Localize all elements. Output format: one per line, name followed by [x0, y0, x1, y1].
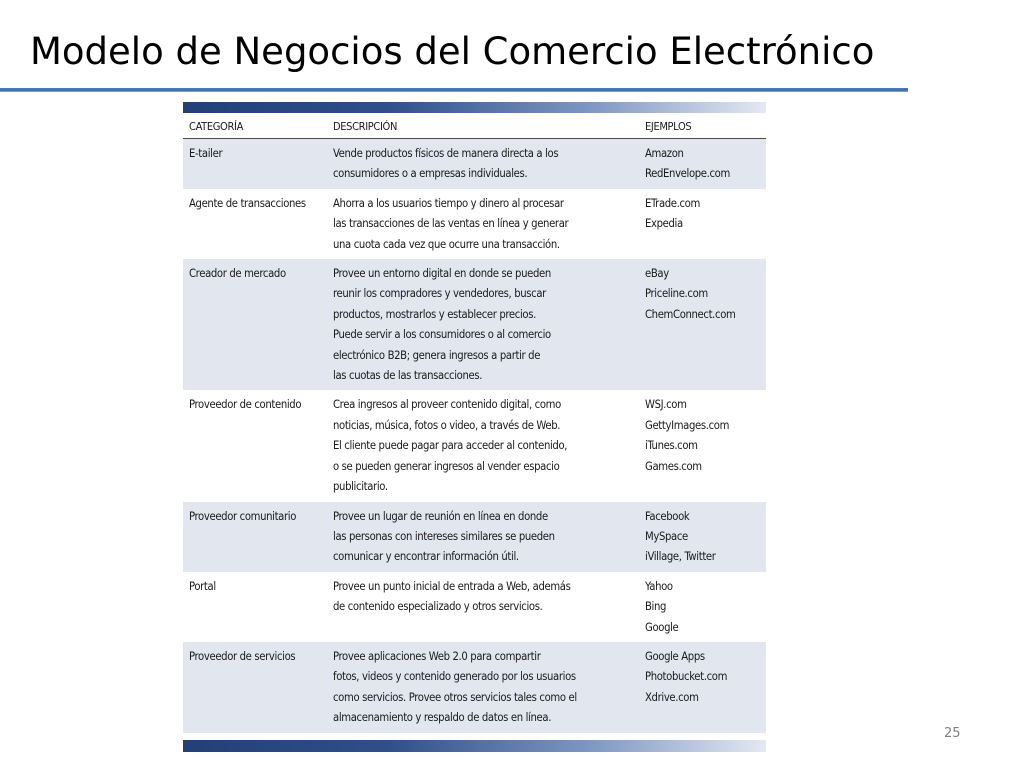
title-underline	[0, 88, 908, 92]
description-line: Crea ingresos al proveer contenido digital, como	[333, 398, 561, 412]
description-line: las personas con intereses similares se pueden	[333, 529, 555, 543]
description-line: de contenido especializado y otros servicios.	[333, 600, 543, 614]
table-row	[183, 259, 766, 390]
row-category: Proveedor de contenido	[183, 390, 327, 501]
example-item: Priceline.com	[645, 287, 708, 301]
description-line: Ahorra a los usuarios tiempo y dinero al procesar	[333, 196, 564, 210]
row-examples	[639, 259, 766, 390]
example-item: Games.com	[645, 459, 702, 473]
row-examples	[639, 139, 766, 189]
example-item: Expedia	[645, 217, 683, 231]
row-category: E-tailer	[183, 139, 327, 189]
example-item: Xdrive.com	[645, 690, 699, 704]
example-item: RedEnvelope.com	[645, 167, 730, 181]
row-category: Agente de transacciones	[183, 189, 327, 259]
row-examples	[639, 390, 766, 501]
example-item: Yahoo	[645, 579, 673, 593]
example-item: ChemConnect.com	[645, 307, 736, 321]
slide-title: Modelo de Negocios del Comercio Electrónico	[30, 30, 875, 73]
description-line: Vende productos físicos de manera directa a los	[333, 147, 559, 160]
description-line: productos, mostrarlos y establecer precios.	[333, 307, 536, 321]
table-row	[183, 139, 766, 189]
description-line: Puede servir a los consumidores o al comercio	[333, 328, 551, 342]
example-item: Google	[645, 620, 679, 634]
row-examples	[639, 189, 766, 259]
description-line: publicitario.	[333, 480, 388, 494]
table-header-row	[183, 113, 766, 139]
description-line: comunicar y encontrar información útil.	[333, 550, 519, 564]
row-examples	[639, 642, 766, 733]
header-category: CATEGORÍA	[183, 113, 327, 139]
example-item: ETrade.com	[645, 196, 700, 210]
business-model-table-frame	[183, 102, 766, 733]
table-body	[183, 139, 766, 733]
example-item: WSJ.com	[645, 398, 687, 412]
description-line: o se pueden generar ingresos al vender espacio	[333, 459, 560, 473]
description-line: electrónico B2B; genera ingresos a partir de	[333, 348, 541, 362]
description-line: Provee un punto inicial de entrada a Web, además	[333, 579, 571, 593]
description-line: Provee aplicaciones Web 2.0 para compartir	[333, 649, 541, 663]
description-line: noticias, música, fotos o video, a través de Web.	[333, 418, 561, 432]
table-row	[183, 502, 766, 572]
row-description	[327, 189, 639, 259]
row-description	[327, 259, 639, 390]
example-item: iTunes.com	[645, 439, 698, 453]
row-category: Creador de mercado	[183, 259, 327, 390]
example-item: Photobucket.com	[645, 670, 728, 684]
example-item: MySpace	[645, 529, 688, 543]
example-item: iVillage, Twitter	[645, 550, 716, 564]
description-line: almacenamiento y respaldo de datos en línea.	[333, 711, 552, 725]
row-category: Proveedor comunitario	[183, 502, 327, 572]
page-number: 25	[944, 726, 961, 741]
header-description: DESCRIPCIÓN	[327, 113, 639, 139]
row-description	[327, 502, 639, 572]
description-line: una cuota cada vez que ocurre una transacción.	[333, 237, 560, 251]
table-row	[183, 390, 766, 501]
row-description	[327, 139, 639, 189]
example-item: Bing	[645, 600, 667, 614]
row-examples	[639, 572, 766, 642]
description-line: Provee un lugar de reunión en línea en donde	[333, 509, 548, 523]
header-examples: EJEMPLOS	[639, 113, 766, 139]
row-category: Portal	[183, 572, 327, 642]
example-item: GettyImages.com	[645, 418, 730, 432]
business-model-table	[183, 113, 766, 733]
description-line: las transacciones de las ventas en línea y generar	[333, 217, 569, 231]
row-description	[327, 642, 639, 733]
description-line: El cliente puede pagar para acceder al contenido,	[333, 439, 568, 453]
row-category: Proveedor de servicios	[183, 642, 327, 733]
description-line: consumidores o a empresas individuales.	[333, 167, 528, 181]
row-examples	[639, 502, 766, 572]
table-bottom-gradient-bar	[183, 740, 766, 752]
table-row	[183, 189, 766, 259]
description-line: Provee un entorno digital en donde se pueden	[333, 267, 551, 281]
table-top-gradient-bar	[183, 102, 766, 113]
example-item: Amazon	[645, 147, 684, 160]
row-description	[327, 390, 639, 501]
table-row	[183, 572, 766, 642]
example-item: Google Apps	[645, 649, 705, 663]
description-line: reunir los compradores y vendedores, buscar	[333, 287, 546, 301]
row-description	[327, 572, 639, 642]
description-line: como servicios. Provee otros servicios tales como el	[333, 690, 577, 704]
table-row	[183, 642, 766, 733]
example-item: Facebook	[645, 509, 690, 523]
description-line: fotos, videos y contenido generado por los usuarios	[333, 670, 576, 684]
example-item: eBay	[645, 267, 669, 281]
description-line: las cuotas de las transacciones.	[333, 369, 483, 383]
